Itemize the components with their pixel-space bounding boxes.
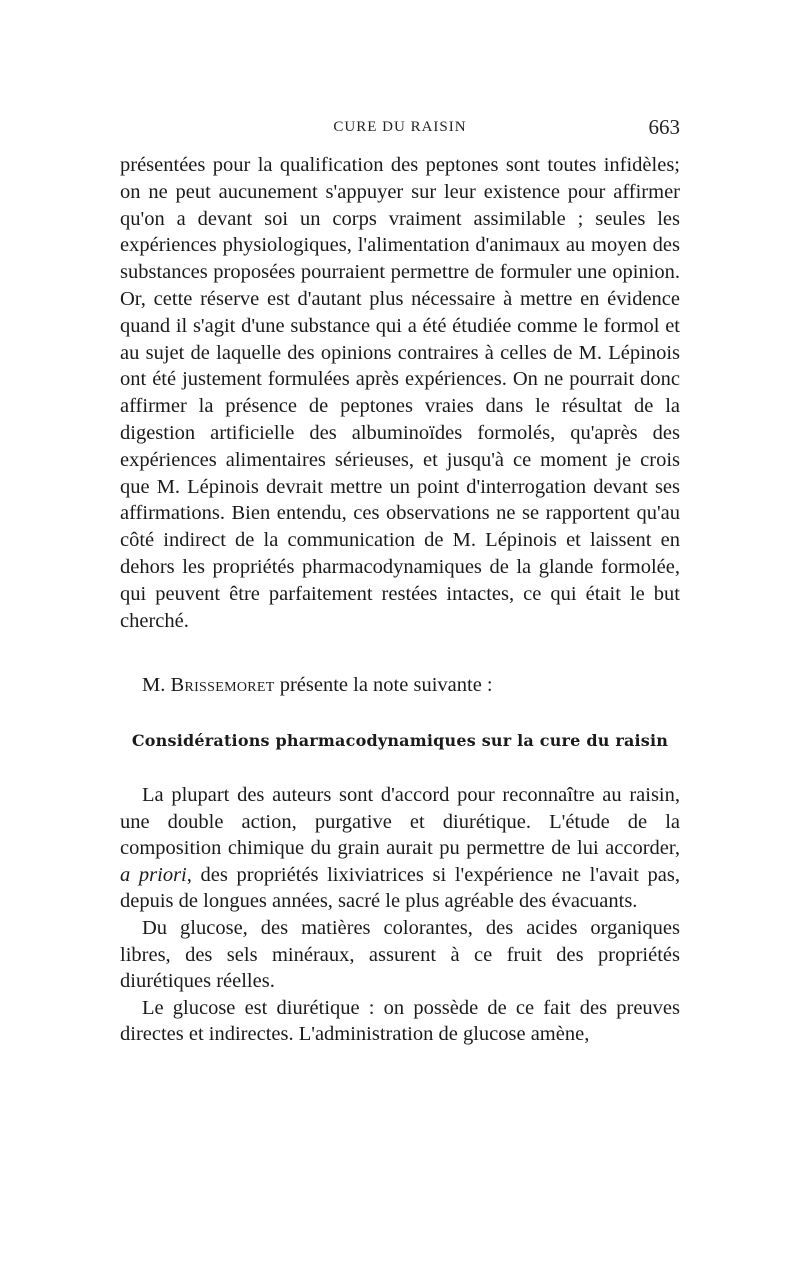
running-title: CURE DU RAISIN: [333, 119, 467, 135]
section-paragraph-2: Du glucose, des matières colorantes, des acides organiques libres, des sels minéraux, assurent à ce fruit des propriétés diurétiques réelles.: [120, 916, 680, 993]
speaker-prefix: M.: [142, 674, 171, 696]
section-p1-after: , des propriétés lixiviatrices si l'expérience ne l'avait pas, depuis de longues années, sacré le plus agréable des évacuants.: [120, 863, 680, 913]
section-paragraph-3: Le glucose est diurétique : on possède de ce fait des preuves directes et indirectes. L'administration de glucose amène,: [120, 996, 680, 1046]
speaker-name: Brissemoret: [170, 674, 275, 696]
section-body: [120, 782, 680, 1048]
speaker-suffix: présente la note suivante :: [274, 674, 493, 696]
section-p1-before: La plupart des auteurs sont d'accord pour reconnaître au raisin, une double action, purgative et diurétique. L'étude de la composition chimique du grain aurait pu permettre de lui accorder,: [120, 784, 680, 860]
section-paragraph-1: [120, 782, 680, 915]
continued-paragraph-block: [120, 152, 680, 634]
section-p1-italic: a priori: [120, 863, 187, 886]
continued-paragraph: présentées pour la qualification des peptones sont toutes infidèles; on ne peut aucunement s'appuyer sur leur existence pour affirmer qu'on a devant soi un corps vraiment assimilable ; seules les expériences physiologiques, l'alimentation d'animaux au moyen des substances proposées pourraient permettre de formuler une opinion. Or, cette réserve est d'autant plus nécessaire à mettre en évidence quand il s'agit d'une substance qui a été étudiée comme le formol et au sujet de laquelle des opinions contraires à celles de M. Lépinois ont été justement formulées après expériences. On ne pourrait donc affirmer la présence de peptones vraies dans le résultat de la digestion artificielle des albuminoïdes formolés, qu'après des expériences alimentaires sérieuses, et jusqu'à ce moment je crois que M. Lépinois devrait mettre un point d'interrogation devant ses affirmations. Bien entendu, ces observations ne se rapportent qu'au côté indirect de la communication de M. Lépinois et laissent en dehors les propriétés pharmacodynamiques de la glande formolée, qui peuvent être parfaitement restées intactes, ce qui était le but cherché.: [120, 154, 680, 632]
section-heading: Considérations pharmacodynamiques sur la cure du raisin: [131, 731, 669, 750]
page-number: 663: [648, 115, 680, 139]
running-head: [120, 115, 680, 145]
speaker-line: [120, 672, 680, 698]
